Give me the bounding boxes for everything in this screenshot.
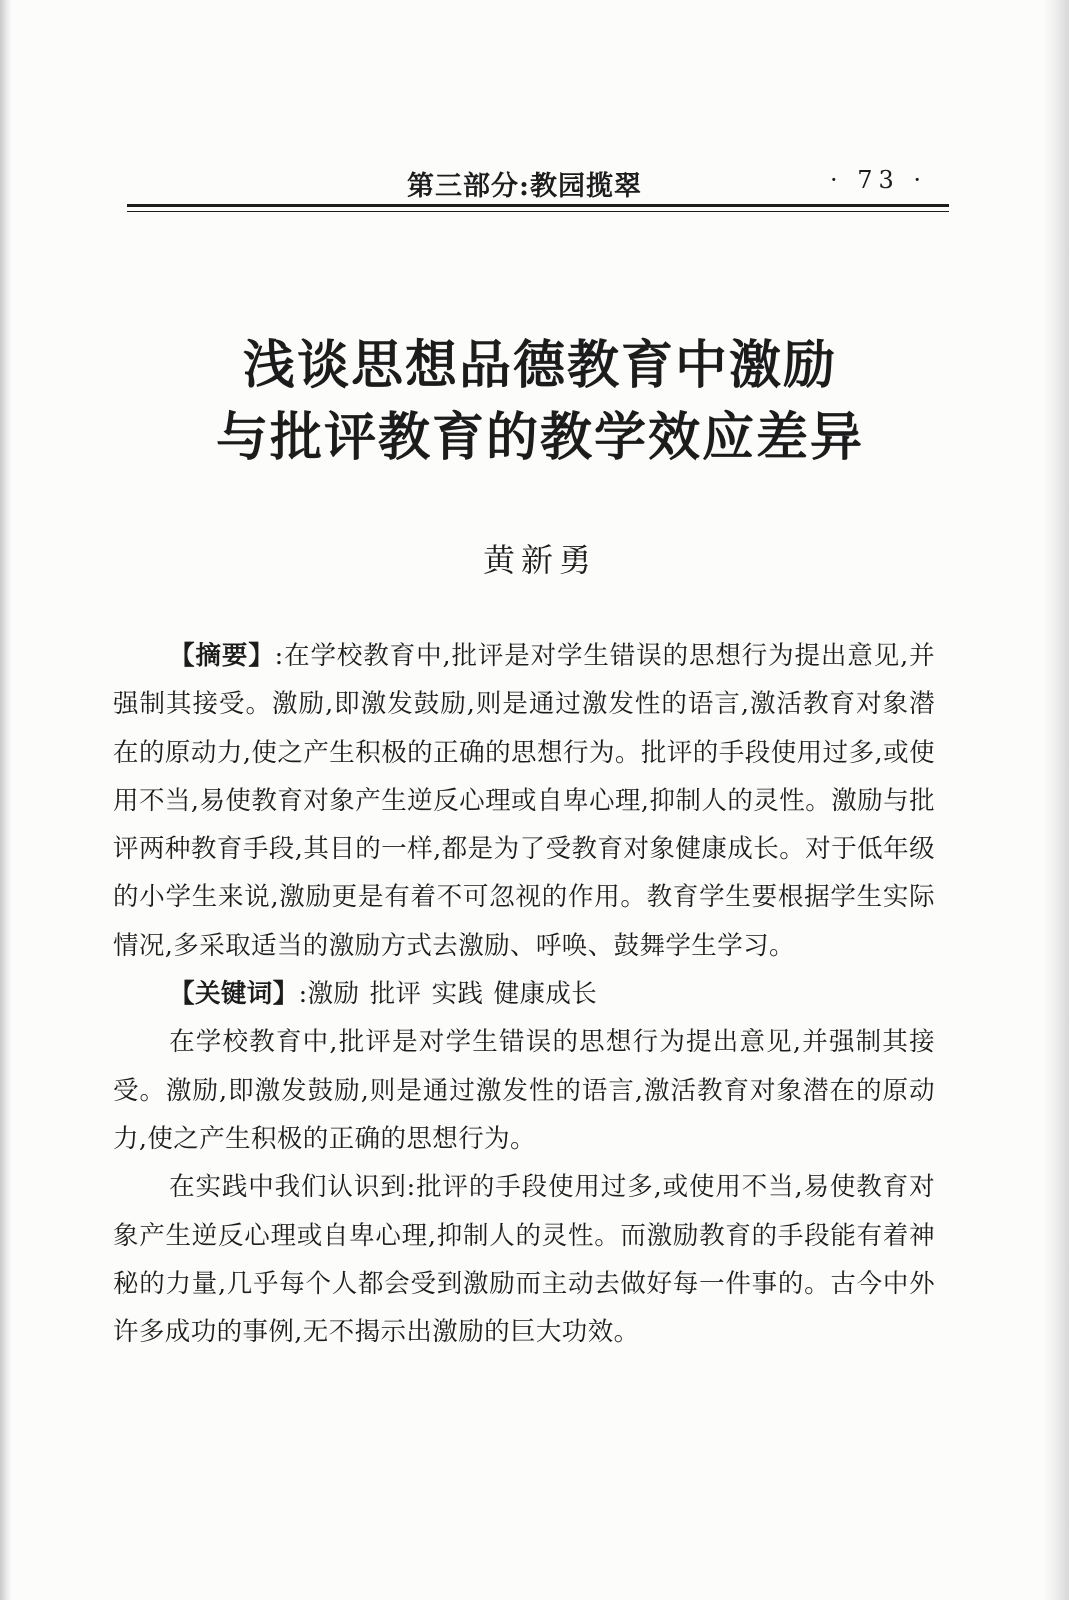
header-rule-thick <box>127 204 949 207</box>
article-body <box>113 632 935 1356</box>
article-title-line-2: 与批评教育的教学效应差异 <box>215 407 864 468</box>
keywords-label: 【关键词】 <box>169 979 299 1010</box>
keyword-item: 激励 <box>307 979 360 1010</box>
article-author: 黄新勇 <box>482 541 597 579</box>
abstract-paragraph <box>113 632 935 970</box>
keyword-item: 批评 <box>369 979 422 1010</box>
body-paragraph-1: 在学校教育中,批评是对学生错误的思想行为提出意见,并强制其接受。激励,即激发鼓励,则是通过激发性的语言,激活教育对象潜在的原动力,使之产生积极的正确的思想行为。 <box>113 1027 935 1154</box>
keyword-item: 实践 <box>431 979 484 1010</box>
section-title: 第三部分:教园揽翠 <box>407 171 642 202</box>
article-title <box>130 330 950 474</box>
page-number: · 73 · <box>829 166 927 194</box>
scan-right-edge <box>1043 0 1069 1600</box>
body-paragraph-2: 在实践中我们认识到:批评的手段使用过多,或使用不当,易使教育对象产生逆反心理或自卑心理,抑制人的灵性。而激励教育的手段能有着神秘的力量,几乎每个人都会受到激励而主动去做好每一件事的。古今中外许多成功的事例,无不揭示出激励的巨大功效。 <box>113 1172 935 1348</box>
keywords-separator: : <box>298 979 308 1010</box>
abstract-label: 【摘要】 <box>169 641 275 671</box>
scan-left-edge <box>0 0 12 1600</box>
abstract-text: :在学校教育中,批评是对学生错误的思想行为提出意见,并强制其接受。激励,即激发鼓励,则是通过激发性的语言,激活教育对象潜在的原动力,使之产生积极的正确的思想行为。批评的手段使用过多,或使用不当,易使教育对象产生逆反心理或自卑心理,抑制人的灵性。激励与批评两种教育手段,其目的一样,都是为了受教育对象健康成长。对于低年级的小学生来说,激励更是有着不可忽视的作用。教育学生要根据学生实际情况,多采取适当的激励方式去激励、呼唤、鼓舞学生学习。 <box>113 641 935 961</box>
header-rule-thin <box>127 211 949 212</box>
article-title-line-1: 浅谈思想品德教育中激励 <box>242 335 837 396</box>
keywords-paragraph <box>113 970 935 1018</box>
running-header <box>127 160 947 200</box>
keyword-item: 健康成长 <box>493 979 598 1010</box>
